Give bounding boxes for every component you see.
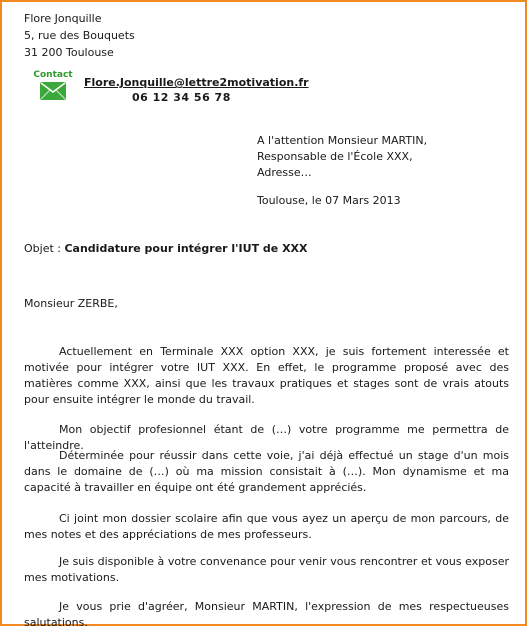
- body-paragraph-1: Actuellement en Terminale XXX option XXX, je suis fortement interessée et motivée pour intégrer votre IUT XXX. En effet, le programme proposé avec des matières comme XXX, ainsi que les travaux pratiques et stages sont de vrais atouts pour ensuite intégrer le monde du travail.: [24, 345, 509, 406]
- recipient-line-3: Adresse…: [257, 166, 312, 179]
- letter-subject: [24, 241, 308, 257]
- sender-address: [24, 10, 135, 61]
- sender-street: 5, rue des Bouquets: [24, 29, 135, 42]
- envelope-icon: [40, 82, 66, 100]
- body-paragraph-4: Ci joint mon dossier scolaire afin que vous ayez un aperçu de mon parcours, de mes notes et des appréciations de mes professeurs.: [24, 512, 509, 541]
- body-paragraph-2: Mon objectif profesionnel étant de (…) votre programme me permettra de l'atteindre.: [24, 423, 509, 452]
- contact-phone: 06 12 34 56 78: [132, 91, 231, 104]
- subject-prefix: Objet :: [24, 242, 65, 255]
- letter-date: Toulouse, le 07 Mars 2013: [257, 194, 401, 207]
- subject-text: Candidature pour intégrer l'IUT de XXX: [64, 242, 308, 255]
- recipient-line-2: Responsable de l'École XXX,: [257, 150, 413, 163]
- contact-logo: [31, 70, 75, 104]
- recipient-line-1: A l'attention Monsieur MARTIN,: [257, 134, 428, 147]
- contact-logo-label: Contact: [33, 70, 73, 80]
- salutation: Monsieur ZERBE,: [24, 297, 118, 310]
- body-paragraph-6: Je vous prie d'agréer, Monsieur MARTIN, l'expression de mes respectueuses salutations.: [24, 600, 509, 629]
- body-paragraph-5: Je suis disponible à votre convenance pour venir vous rencontrer et vous exposer mes motivations.: [24, 555, 509, 584]
- recipient-address: [257, 133, 427, 181]
- body-paragraph-3: Déterminée pour réussir dans cette voie, j'ai déjà effectué un stage d'un mois dans le domaine de (…) où ma mission consistait à (…). Mon dynamisme et ma capacité à travailler en équipe ont été grandement appréciés.: [24, 449, 509, 494]
- contact-email[interactable]: Flore.Jonquille@lettre2motivation.fr: [84, 76, 309, 89]
- sender-city: 31 200 Toulouse: [24, 46, 114, 59]
- sender-name: Flore Jonquille: [24, 12, 102, 25]
